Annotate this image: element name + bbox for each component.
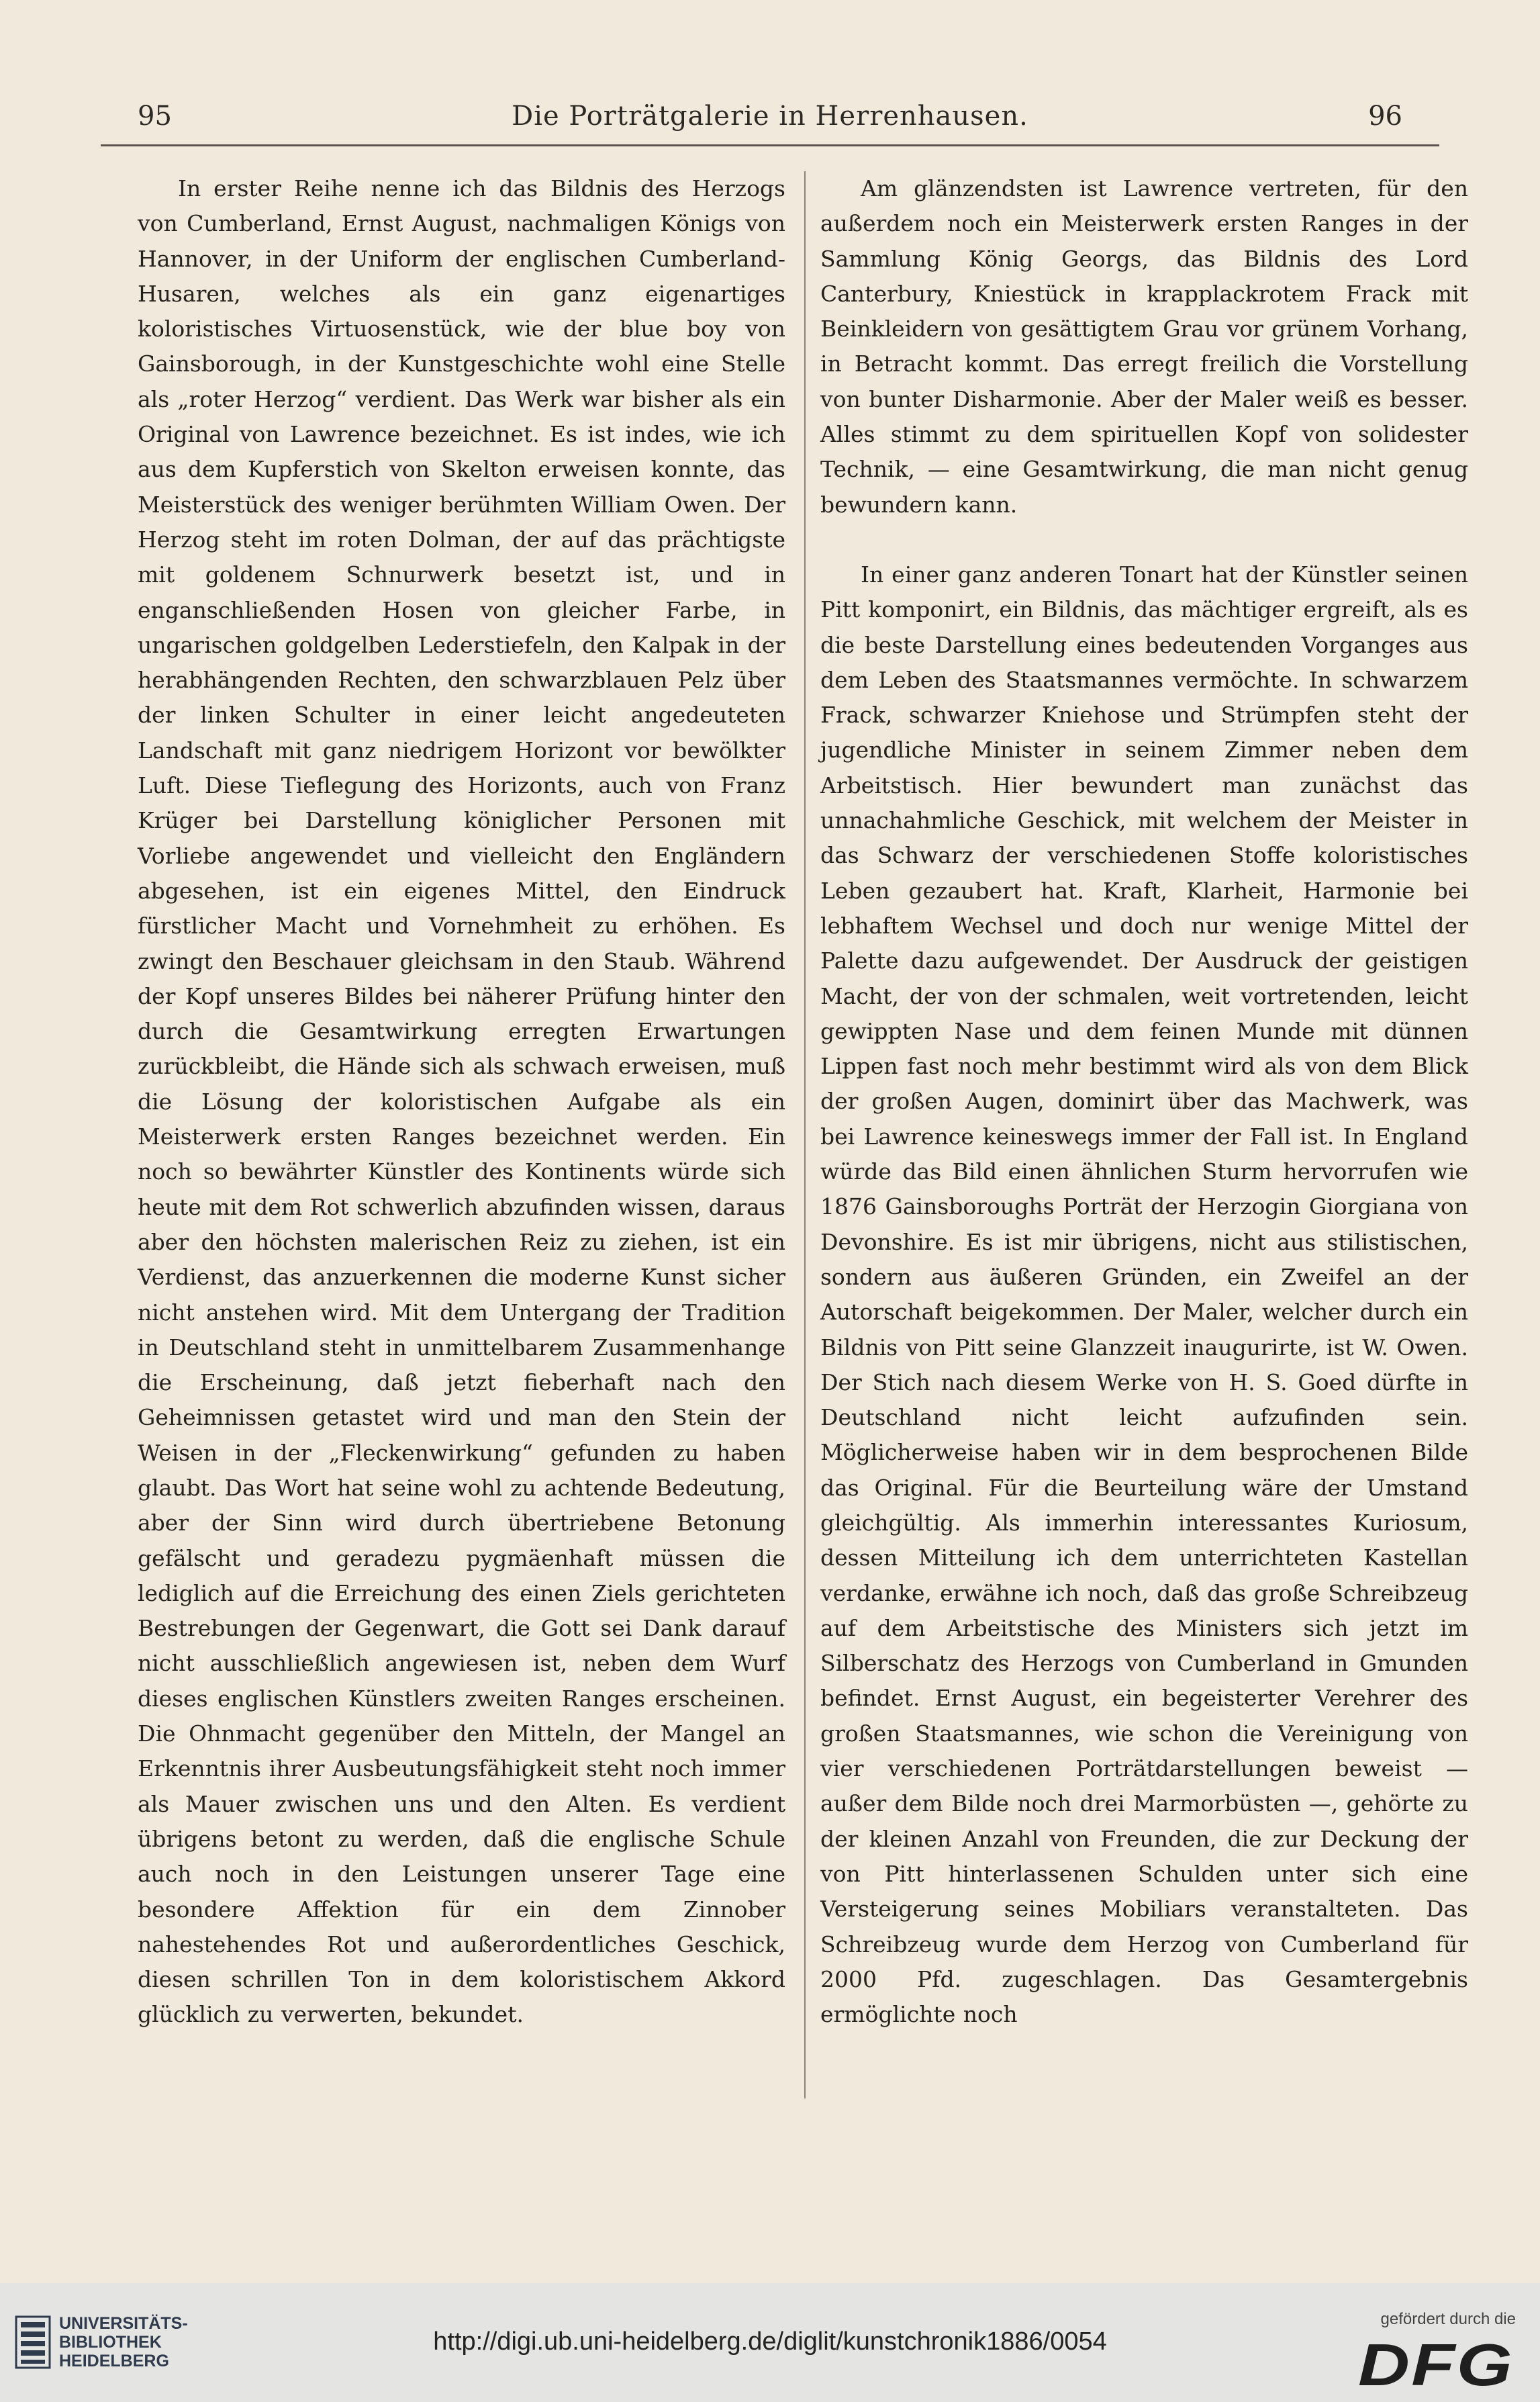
page-number-right: 96: [1368, 101, 1402, 132]
running-title: Die Porträtgalerie in Herrenhausen.: [512, 101, 1028, 132]
funding-note: gefördert durch die: [1380, 2310, 1516, 2328]
right-paragraph-1: Am glänzendsten ist Lawrence vertreten, für den außerdem noch ein Meisterwerk ersten Ranges in der Sammlung König Georgs, das Bildnis des Lord Canterbury, Kniestück in krapplackrotem Frack mit Beinkleidern von gesättigtem Grau vor grünem Vorhang, in Betracht kommt. Das erregt freilich die Vorstellung von bunter Disharmonie. Aber der Maler weiß es besser. Alles stimmt zu dem spirituellen Kopf von solidester Technik, — eine Gesamtwirkung, die man nicht genug bewundern kann.: [820, 175, 1468, 518]
permalink-url[interactable]: http://digi.ub.uni-heidelberg.de/diglit/kunstchronik1886/0054: [433, 2327, 1107, 2356]
svg-text:DFG: DFG: [1358, 2336, 1514, 2391]
page-number-left: 95: [138, 101, 172, 132]
library-name-line-1: UNIVERSITÄTS-: [59, 2314, 188, 2333]
left-column: [138, 171, 785, 2033]
right-column: [820, 171, 1468, 2032]
library-name-line-2: BIBLIOTHEK: [59, 2333, 162, 2352]
right-paragraph-2: In einer ganz anderen Tonart hat der Künstler seinen Pitt komponirt, ein Bildnis, das mächtiger ergreift, als es die beste Darstellung eines bedeutenden Vorganges aus dem Leben des Staatsmannes vermöchte. In schwarzem Frack, schwarzer Kniehose und Strümpfen steht der jugendliche Minister in seinem Zimmer neben dem Arbeitstisch. Hier bewundert man zunächst das unnachahmliche Geschick, mit welchem der Meister in das Schwarz der verschiedenen Stoffe koloristisches Leben gezaubert hat. Kraft, Klarheit, Harmonie bei lebhaftem Wechsel und doch nur wenige Mittel der Palette dazu aufgewendet. Der Ausdruck der geistigen Macht, der von der schmalen, weit vortretenden, leicht gewippten Nase und dem feinen Munde mit dünnen Lippen fast noch mehr bestimmt wird als von dem Blick der großen Augen, dominirt über das Machwerk, was bei Lawrence keineswegs immer der Fall ist. In England würde das Bild einen ähnlichen Sturm hervorrufen wie 1876 Gainsboroughs Porträt der Herzogin Giorgiana von Devonshire. Es ist mir übrigens, nicht aus stilistischen, sondern aus äußeren Gründen, ein Zweifel an der Autorschaft beigekommen. Der Maler, welcher durch ein Bildnis von Pitt seine Glanzzeit inaugurirte, ist W. Owen. Der Stich nach diesem Werke von H. S. Goed dürfte in Deutschland nicht leicht aufzufinden sein. Möglicherweise haben wir in dem besprochenen Bilde das Original. Für die Beurteilung wäre der Umstand gleichgültig. Als immerhin interessantes Kuriosum, dessen Mitteilung ich dem unterrichteten Kastellan verdanke, erwähne ich noch, daß das große Schreibzeug auf dem Arbeitstische des Ministers sich jetzt im Silberschatz des Herzogs von Cumberland in Gmunden befindet. Ernst August, ein begeisterter Verehrer des großen Staatsmannes, wie schon die Vereinigung von vier verschiedenen Porträtdarstellungen beweist — außer dem Bilde noch drei Marmorbüsten —, gehörte zu der kleinen Anzahl von Freunden, die zur Deckung der von Pitt hinterlassenen Schulden unter sich eine Versteigerung seines Mobiliars veranstalteten. Das Schreibzeug wurde dem Herzog von Cumberland für 2000 Pfd. zugeschlagen. Das Gesamtergebnis ermöglichte noch: [820, 561, 1468, 2028]
library-name-line-3: HEIDELBERG: [59, 2352, 169, 2370]
header-rule: [101, 144, 1439, 146]
column-divider: [804, 171, 806, 2098]
left-paragraph-1: In erster Reihe nenne ich das Bildnis des Herzogs von Cumberland, Ernst August, nachmaligen Königs von Hannover, in der Uniform der englischen Cumberland-Husaren, welches als ein ganz eigenartiges koloristisches Virtuosenstück, wie der blue boy von Gainsborough, in der Kunstgeschichte wohl eine Stelle als „roter Herzog“ verdient. Das Werk war bisher als ein Original von Lawrence bezeichnet. Es ist indes, wie ich aus dem Kupferstich von Skelton erweisen konnte, das Meisterstück des weniger berühmten William Owen. Der Herzog steht im roten Dolman, der auf das prächtigste mit goldenem Schnurwerk besetzt ist, und in enganschließenden Hosen von gleicher Farbe, in ungarischen goldgelben Lederstiefeln, den Kalpak in der herabhängenden Rechten, den schwarzblauen Pelz über der linken Schulter in einer leicht angedeuteten Landschaft mit ganz niedrigem Horizont vor bewölkter Luft. Diese Tieflegung des Horizonts, auch von Franz Krüger bei Darstellung königlicher Personen mit Vorliebe angewendet und vielleicht den Engländern abgesehen, ist ein eigenes Mittel, den Eindruck fürstlicher Macht und Vornehmheit zu erhöhen. Es zwingt den Beschauer gleichsam in den Staub. Während der Kopf unseres Bildes bei näherer Prüfung hinter den durch die Gesamtwirkung erregten Erwartungen zurückbleibt, die Hände sich als schwach erweisen, muß die Lösung der koloristischen Aufgabe als ein Meisterwerk ersten Ranges bezeichnet werden. Ein noch so bewährter Künstler des Kontinents würde sich heute mit dem Rot schwerlich abzufinden wissen, daraus aber den höchsten malerischen Reiz zu ziehen, ist ein Verdienst, das anzuerkennen die moderne Kunst sicher nicht anstehen wird. Mit dem Untergang der Tradition in Deutschland steht in unmittelbarem Zusammenhange die Erscheinung, daß jetzt fieberhaft nach den Geheimnissen getastet wird und man den Stein der Weisen in der „Fleckenwirkung“ gefunden zu haben glaubt. Das Wort hat seine wohl zu achtende Bedeutung, aber der Sinn wird durch übertriebene Betonung gefälscht und geradezu pygmäenhaft müssen die lediglich auf die Erreichung des einen Ziels gerichteten Bestrebungen der Gegenwart, die Gott sei Dank darauf nicht ausschließlich angewiesen ist, neben dem Wurf dieses englischen Künstlers zweiten Ranges erscheinen. Die Ohnmacht gegenüber den Mitteln, der Mangel an Erkenntnis ihrer Ausbeutungsfähigkeit steht noch immer als Mauer zwischen uns und den Alten. Es verdient übrigens betont zu werden, daß die englische Schule auch noch in den Leistungen unserer Tage eine besondere Affektion für ein dem Zinnober nahestehendes Rot und außerordentliches Geschick, diesen schrillen Ton in dem koloristischem Akkord glücklich zu verwerten, bekundet.: [138, 175, 785, 2028]
footer-bar: [0, 2283, 1540, 2402]
dfg-logo-icon: [1358, 2336, 1516, 2391]
running-head: [101, 101, 1439, 148]
